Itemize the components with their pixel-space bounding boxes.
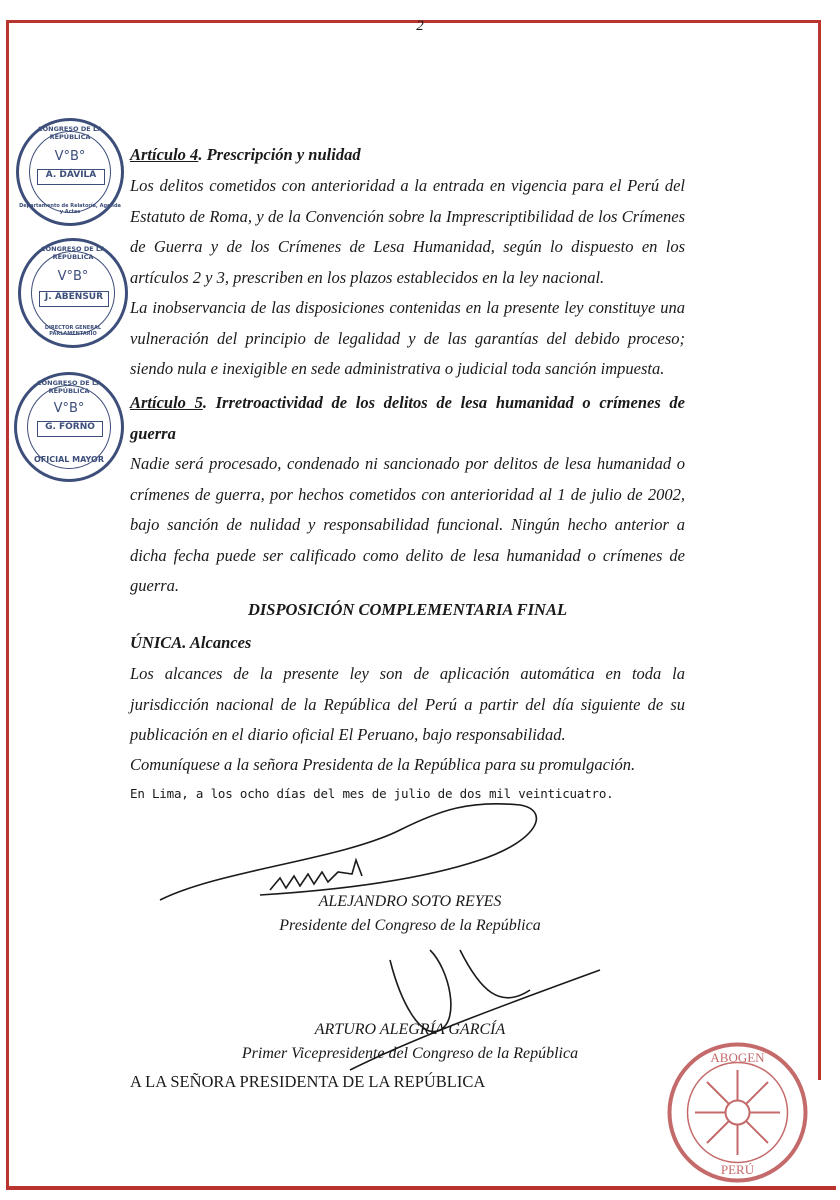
seal-bottom-text: OFICIAL MAYOR	[33, 455, 105, 464]
seal-name: J. ABENSUR	[39, 291, 109, 307]
article-4-paragraph-1: Los delitos cometidos con anterioridad a la entrada en vigencia para el Perú del Estatuto de Roma, y de la Convención sobre la Imprescriptibilidad de los Crímenes de Guerra y de los Crímenes de Lesa Humanidad, según lo dispuesto en los artículos 2 y 3, prescriben en los plazos establecidos en la ley nacional.	[130, 176, 685, 287]
signatory-1-title: Presidente del Congreso de la República	[279, 917, 541, 934]
final-provision-paragraph: Los alcances de la presente ley son de aplicación automática en toda la jurisdicción nacional de la República del Perú a partir del día siguiente de su publicación en el diario oficial El Peruano, bajo responsabilidad.	[130, 664, 685, 744]
article-4-paragraph-2: La inobservancia de las disposiciones contenidas en la presente ley constituye una vulneración del principio de legalidad y de las garantías del debido proceso; siendo nula e inexigible en sede administrativa o judicial toda sanción impuesta.	[130, 298, 685, 378]
abogen-stamp-bottom-text: PERÚ	[720, 1162, 755, 1177]
seal-davila	[16, 118, 124, 226]
signatory-1	[270, 890, 550, 938]
seal-name: G. FORNO	[37, 421, 103, 437]
article-5-label: Artículo 5	[130, 393, 203, 412]
page-number: 2	[416, 18, 424, 34]
seal-top-text: CONGRESO DE LA REPÚBLICA	[37, 125, 103, 141]
seal-vb: V°B°	[53, 401, 85, 416]
article-5-title: . Irretroactividad de los delitos de lesa humanidad o crímenes de guerra	[130, 393, 685, 443]
article-5-paragraph: Nadie será procesado, condenado ni sancionado por delitos de lesa humanidad o crímenes de guerra, por hechos cometidos con anterioridad al 1 de julio de 2002, bajo sanción de nulidad y responsabilidad funcional. Ningún hecho anterior a dicha fecha puede ser calificado como delito de lesa humanidad o crímenes de guerra.	[130, 454, 685, 595]
abogen-stamp	[665, 1040, 810, 1185]
final-provision-heading: DISPOSICIÓN COMPLEMENTARIA FINAL	[247, 600, 568, 619]
signatory-2	[220, 1018, 600, 1066]
signatory-2-name: ARTURO ALEGRÍA GARCÍA	[314, 1021, 506, 1038]
article-5-heading	[130, 388, 685, 449]
seal-bottom-text: Departamento de Relatoría, Agenda y Actas	[19, 203, 121, 215]
seal-forno	[14, 372, 124, 482]
article-4-heading	[130, 140, 685, 171]
red-border-bottom	[6, 1186, 836, 1190]
seal-top-text: CONGRESO DE LA REPÚBLICA	[40, 245, 106, 261]
final-provision-subheading: ÚNICA. Alcances	[130, 633, 252, 652]
red-border-left	[6, 20, 9, 1190]
addressee: A LA SEÑORA PRESIDENTA DE LA REPÚBLICA	[130, 1072, 486, 1091]
signatory-2-title: Primer Vicepresidente del Congreso de la República	[241, 1045, 579, 1062]
date-line-handwritten: En Lima, a los ocho días del mes de julio de dos mil veinticuatro.	[130, 786, 614, 801]
seal-top-text: CONGRESO DE LA REPÚBLICA	[36, 379, 102, 395]
seal-name: A. DÁVILA	[37, 169, 105, 185]
article-4-title: . Prescripción y nulidad	[198, 145, 361, 164]
signatory-1-name: ALEJANDRO SOTO REYES	[318, 893, 502, 910]
seal-vb: V°B°	[57, 269, 89, 284]
seal-vb: V°B°	[54, 149, 86, 164]
seal-abensur	[18, 238, 128, 348]
communique-line: Comuníquese a la señora Presidenta de la República para su promulgación.	[130, 755, 636, 774]
seal-bottom-text: DIRECTOR GENERAL PARLAMENTARIO	[44, 325, 102, 337]
article-4-label: Artículo 4	[130, 145, 199, 164]
red-border-right	[818, 20, 821, 1080]
abogen-stamp-top-text: ABOGEN	[710, 1050, 765, 1065]
